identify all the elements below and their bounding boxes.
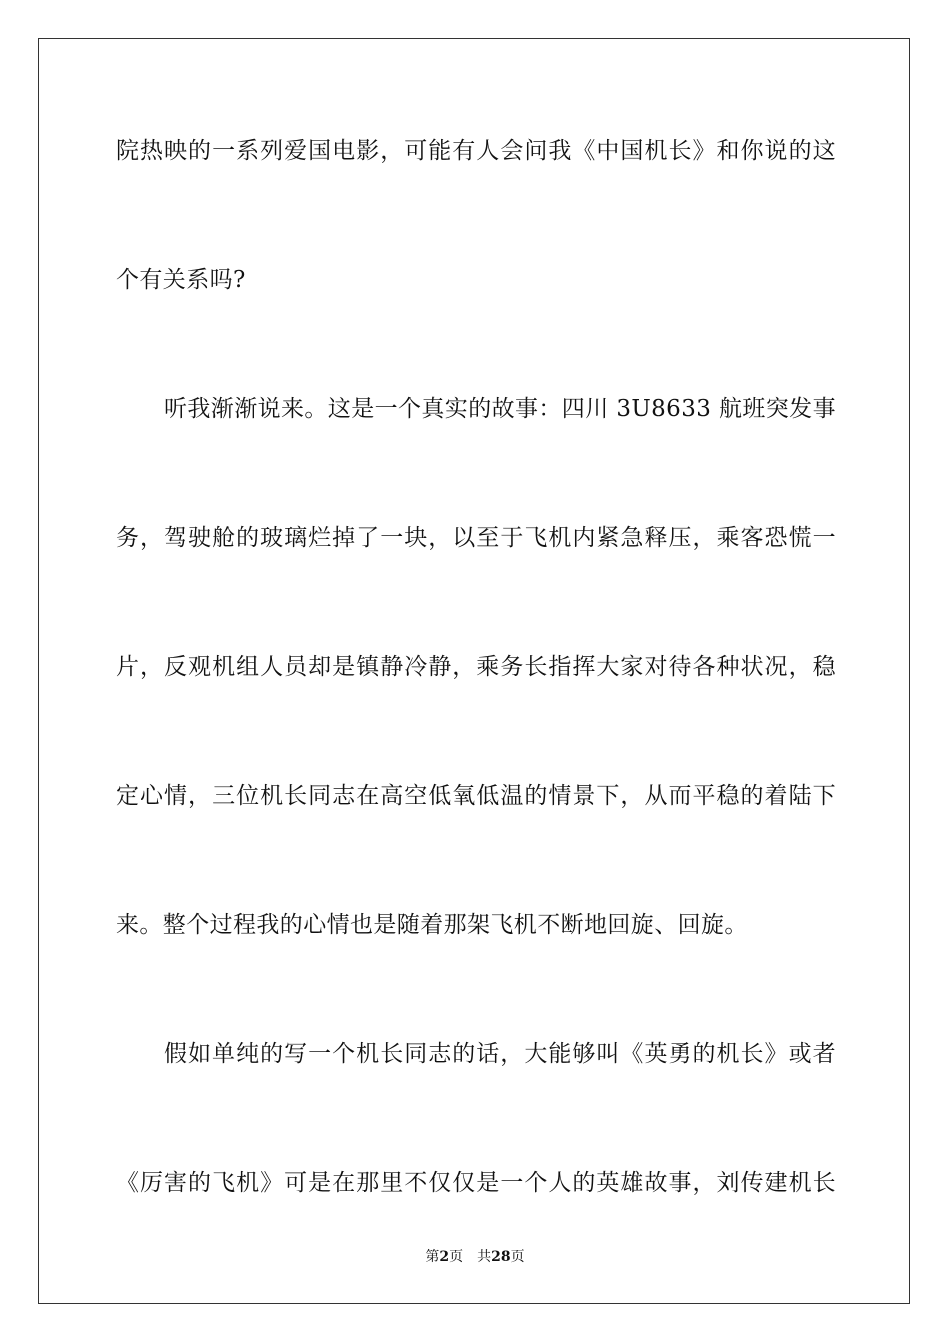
page-prefix: 第 [425,1249,440,1265]
page-footer [0,1248,950,1266]
total-pages: 28 [491,1249,511,1265]
body-text-line: 片，反观机组人员却是镇静冷静，乘务长指挥大家对待各种状况，稳 [116,654,836,680]
body-text-line: 个有关系吗? [116,267,246,293]
body-text-line: 《厉害的飞机》可是在那里不仅仅是一个人的英雄故事，刘传建机长 [116,1170,836,1196]
total-suffix: 页 [510,1249,525,1265]
body-text-line: 来。整个过程我的心情也是随着那架飞机不断地回旋、回旋。 [116,912,748,938]
body-text-line: 假如单纯的写一个机长同志的话，大能够叫《英勇的机长》或者 [164,1041,836,1067]
body-text-line: 定心情，三位机长同志在高空低氧低温的情景下，从而平稳的着陆下 [116,783,836,809]
body-text-line: 听我渐渐说来。这是一个真实的故事：四川 3U8633 航班突发事 [164,396,836,422]
page-number: 2 [439,1249,450,1265]
body-text-line: 院热映的一系列爱国电影，可能有人会问我《中国机长》和你说的这 [116,138,836,164]
total-prefix: 共 [477,1249,492,1265]
page-suffix: 页 [449,1249,464,1265]
body-text-line: 务，驾驶舱的玻璃烂掉了一块，以至于飞机内紧急释压，乘客恐慌一 [116,525,836,551]
